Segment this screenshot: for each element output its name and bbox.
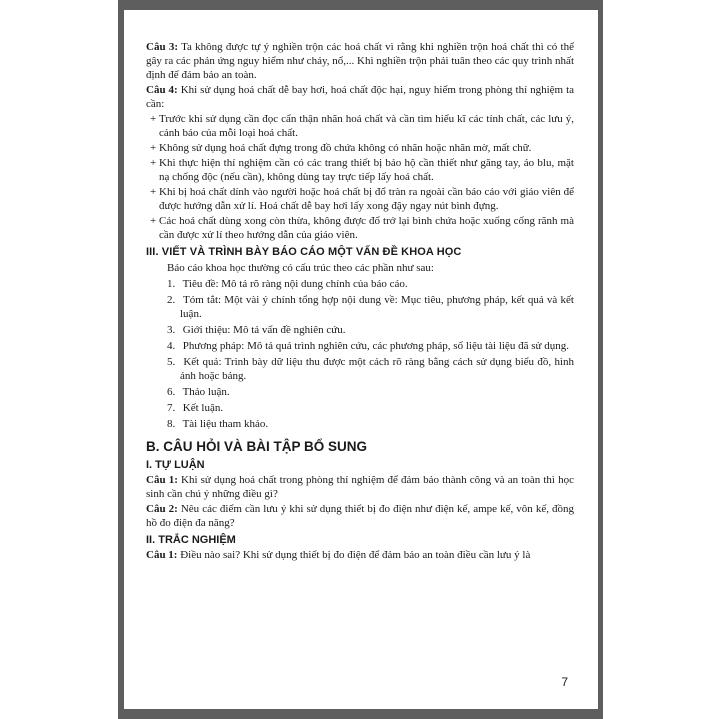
subsection-heading-multiple-choice: II. TRẮC NGHIỆM (146, 534, 236, 546)
page-number: 7 (561, 675, 568, 689)
item-text: Thảo luận. (182, 386, 230, 398)
item-number: 3. (167, 324, 176, 336)
numbered-item (146, 385, 574, 399)
item-number: 8. (167, 418, 176, 430)
item-text: Phương pháp: Mô tả quá trình nghiên cứu, các phương pháp, số liệu tài liệu đã sử dụng. (182, 340, 569, 352)
question-label: Câu 1: (146, 474, 178, 486)
question-label: Câu 4: (146, 84, 178, 96)
question-text: Khi sử dụng hoá chất trong phòng thí nghiệm để đảm bảo thành công và an toàn thì học sinh cần chú ý những điều gì? (146, 474, 574, 500)
question-label: Câu 2: (146, 503, 178, 515)
item-text: Tài liệu tham khảo. (182, 418, 269, 430)
essay-question-1 (146, 473, 574, 501)
item-number: 7. (167, 402, 176, 414)
item-number: 5. (167, 356, 176, 368)
subsection-heading-essay: I. TỰ LUẬN (146, 459, 205, 471)
item-text: Kết quả: Trình bày dữ liệu thu được một cách rõ ràng bằng cách sử dụng biểu đồ, hình ảnh hoặc bảng. (180, 356, 575, 382)
question-3 (146, 40, 574, 82)
question-text: Nêu các điểm cần lưu ý khi sử dụng thiết bị đo điện như điện kế, ampe kế, vôn kế, đồng hồ đo điện đa năng? (146, 503, 575, 529)
section-heading-b: B. CÂU HỎI VÀ BÀI TẬP BỔ SUNG (146, 439, 368, 454)
numbered-item (146, 277, 574, 291)
essay-question-2 (146, 502, 574, 530)
section-intro: Báo cáo khoa học thường có cấu trúc theo các phần như sau: (167, 262, 434, 274)
numbered-item (146, 339, 574, 353)
numbered-item (146, 293, 574, 321)
item-text: Tóm tắt: Một vài ý chính tổng hợp nội dung về: Mục tiêu, phương pháp, kết quả và kết luận. (180, 294, 574, 320)
item-number: 4. (167, 340, 176, 352)
item-number: 6. (167, 386, 176, 398)
mc-question-1 (146, 548, 574, 562)
bullet-item: + Trước khi sử dụng cần đọc cẩn thận nhãn hoá chất và cần tìm hiểu kĩ các tính chất, các lưu ý, cảnh báo của mỗi loại hoá chất. (150, 113, 574, 139)
bullet-item: + Khi thực hiện thí nghiệm cần có các trang thiết bị bảo hộ cần thiết như găng tay, áo blu, mặt nạ chống độc (nếu cần), không dùng tay trực tiếp lấy hoá chất. (150, 157, 574, 183)
bullet-item: + Các hoá chất dùng xong còn thừa, không được đổ trở lại bình chứa hoặc xuống cống rãnh mà cần được xử lí theo hướng dẫn của giáo viên. (150, 215, 574, 241)
bullet-item: + Không sử dụng hoá chất đựng trong đồ chứa không có nhãn hoặc nhãn mờ, mất chữ. (150, 142, 532, 154)
question-text: Điều nào sai? Khi sử dụng thiết bị đo điện để đảm bảo an toàn điều cần lưu ý là (180, 549, 531, 561)
bullet-text: Khi bị hoá chất dính vào người hoặc hoá chất bị đổ tràn ra ngoài cần báo cáo với giáo viên để được hướng dẫn xử lí. Hoá chất dễ bay hơi lấy xong đậy ngay nút bình đựng. (159, 186, 574, 212)
item-text: Giới thiệu: Mô tả vấn đề nghiên cứu. (182, 324, 346, 336)
numbered-item (146, 417, 574, 431)
question-label: Câu 1: (146, 549, 178, 561)
item-text: Kết luận. (182, 402, 224, 414)
document-page (124, 10, 598, 709)
bullet-text: Khi thực hiện thí nghiệm cần có các trang thiết bị bảo hộ cần thiết như găng tay, áo blu, mặt nạ chống độc (nếu cần), không dùng tay trực tiếp lấy hoá chất. (159, 157, 574, 183)
bullet-text: Trước khi sử dụng cần đọc cẩn thận nhãn hoá chất và cần tìm hiểu kĩ các tính chất, các lưu ý, cảnh báo của mỗi loại hoá chất. (159, 113, 574, 139)
question-4 (146, 83, 574, 111)
bullet-text: Không sử dụng hoá chất đựng trong đồ chứa không có nhãn hoặc nhãn mờ, mất chữ. (159, 142, 532, 154)
numbered-item (146, 401, 574, 415)
item-number: 1. (167, 278, 176, 290)
section-heading-iii: III. VIẾT VÀ TRÌNH BÀY BÁO CÁO MỘT VẤN ĐỀ KHOA HỌC (146, 246, 462, 258)
numbered-item (146, 355, 574, 383)
item-number: 2. (167, 294, 176, 306)
question-text: Khi sử dụng hoá chất dễ bay hơi, hoá chất độc hại, nguy hiểm trong phòng thí nghiệm ta cần: (146, 84, 575, 110)
numbered-item (146, 323, 574, 337)
bullet-item: + Khi bị hoá chất dính vào người hoặc hoá chất bị đổ tràn ra ngoài cần báo cáo với giáo viên để được hướng dẫn xử lí. Hoá chất dễ bay hơi lấy xong đậy ngay nút bình đựng. (150, 186, 574, 212)
question-label: Câu 3: (146, 41, 178, 53)
item-text: Tiêu đề: Mô tả rõ ràng nội dung chính của báo cáo. (182, 278, 408, 290)
bullet-text: Các hoá chất dùng xong còn thừa, không được đổ trở lại bình chứa hoặc xuống cống rãnh mà cần được xử lí theo hướng dẫn của giáo viên. (159, 215, 574, 241)
question-text: Ta không được tự ý nghiền trộn các hoá chất vì rằng khi nghiền trộn hoá chất thì có thể gây ra các phản ứng nguy hiểm như cháy, nổ,... Khi nghiền trộn phải tuân theo các quy trình nhất định để đảm bảo an toàn. (146, 41, 574, 81)
